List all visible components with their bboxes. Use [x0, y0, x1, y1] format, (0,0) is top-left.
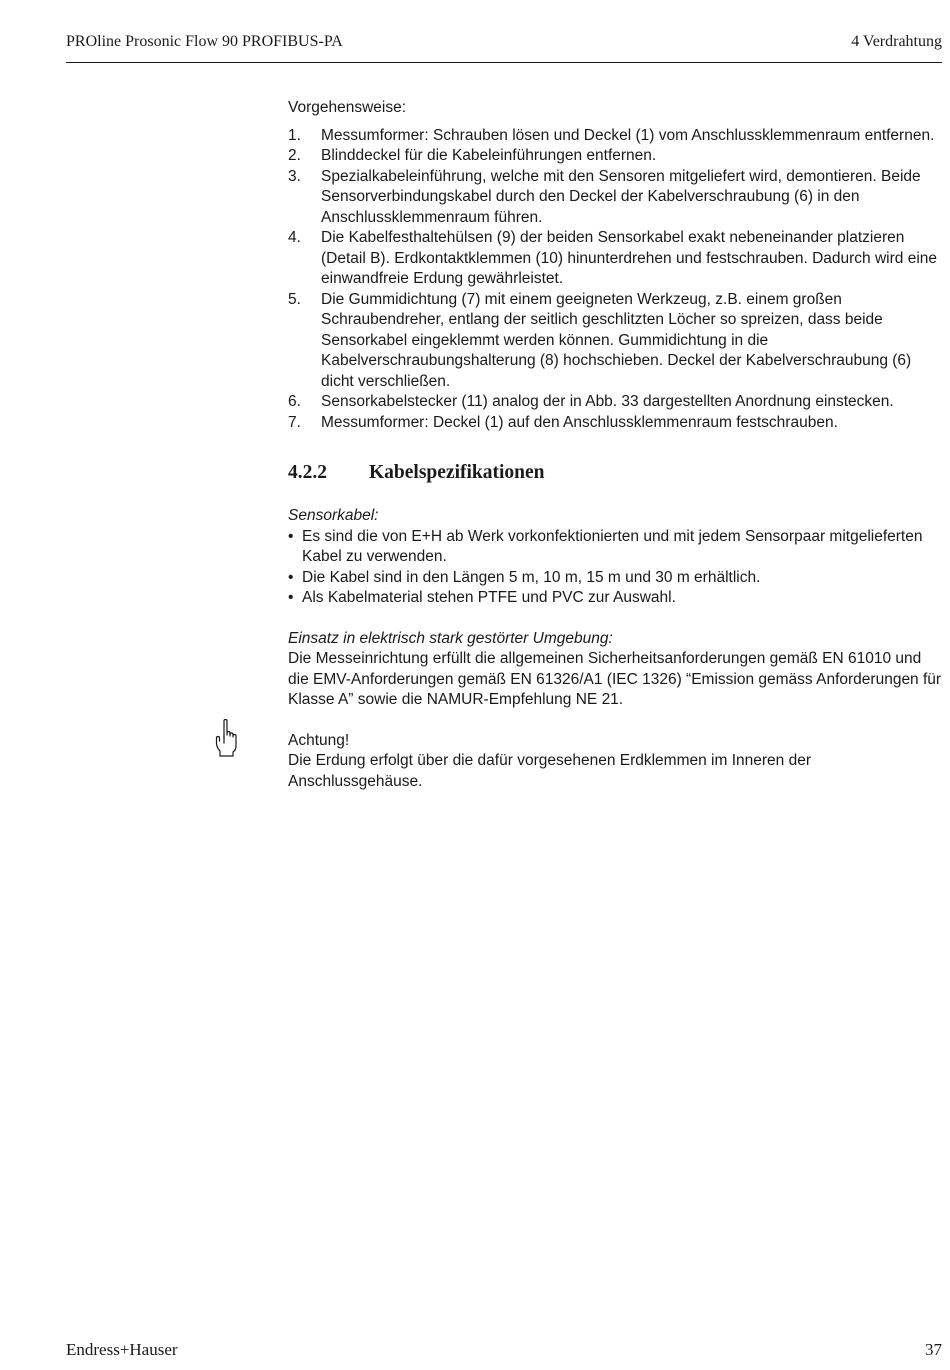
- emv-text: Die Messeinrichtung erfüllt die allgemeinen Sicherheitsanforderungen gemäß EN 61010 und die EMV-Anforderungen gemäß EN 61326/A1 (IEC 1326) “Emission gemäss Anforderungen für Klasse A” sowie die NAMUR-Empfehlung NE 21.: [288, 650, 942, 708]
- step-number: 2.: [288, 147, 301, 164]
- list-item-text: Es sind die von E+H ab Werk vorkonfektionierten und mit jedem Sensorpaar mitgelieferten Kabel zu verwenden.: [302, 527, 923, 565]
- bullet-icon: •: [288, 527, 294, 545]
- step-item: [288, 392, 942, 413]
- step-text: Messumformer: Schrauben lösen und Deckel (1) vom Anschlussklemmenraum entfernen.: [321, 126, 935, 144]
- step-item: [288, 167, 942, 229]
- step-text: Sensorkabelstecker (11) analog der in Abb. 33 dargestellten Anordnung einstecken.: [321, 393, 894, 410]
- sensor-cable-block: [288, 506, 942, 609]
- list-item-text: Als Kabelmaterial stehen PTFE und PVC zur Auswahl.: [302, 589, 676, 606]
- main-content: [288, 98, 942, 792]
- section-title: Kabelspezifikationen: [369, 462, 545, 483]
- step-text: Messumformer: Deckel (1) auf den Anschlussklemmenraum festschrauben.: [321, 413, 838, 431]
- procedure-intro: Vorgehensweise:: [288, 99, 407, 116]
- step-number: 7.: [288, 413, 301, 431]
- section-heading: [288, 460, 942, 486]
- chapter-title: 4 Verdrahtung: [851, 33, 942, 50]
- list-item: [288, 568, 942, 589]
- step-number: 1.: [288, 126, 301, 144]
- bullet-icon: •: [288, 589, 294, 606]
- bullet-icon: •: [288, 568, 294, 586]
- step-number: 4.: [288, 229, 301, 246]
- step-number: 3.: [288, 167, 301, 185]
- list-item-text: Die Kabel sind in den Längen 5 m, 10 m, 15 m und 30 m erhältlich.: [302, 568, 761, 586]
- page-number: 37: [925, 1340, 942, 1359]
- emv-block: [288, 629, 942, 711]
- step-text: Spezialkabeleinführung, welche mit den Sensoren mitgeliefert wird, demontieren. Beide Sensorverbindungskabel durch den Deckel der Kabelverschraubung (6) in den Anschlussklemmenraum führen.: [321, 167, 921, 226]
- step-item: [288, 413, 942, 434]
- step-text: Blinddeckel für die Kabeleinführungen entfernen.: [321, 147, 657, 164]
- step-number: 5.: [288, 290, 301, 308]
- step-text: Die Gummidichtung (7) mit einem geeigneten Werkzeug, z.B. einem großen Schraubendreher, entlang der seitlich geschlitzten Löcher so spreizen, dass beide Sensorkabel eingeklemmt werden können. Gummidichtung in die Kabelverschraubungshalterung (8) hochschieben. Deckel der Kabelverschraubung (6) dicht verschließen.: [321, 290, 912, 390]
- step-item: [288, 146, 942, 167]
- document-title: PROline Prosonic Flow 90 PROFIBUS-PA: [66, 33, 343, 50]
- procedure-steps: [288, 126, 942, 434]
- sensor-cable-heading: Sensorkabel:: [288, 507, 379, 524]
- page-header: [66, 30, 942, 63]
- list-item: [288, 527, 942, 568]
- note-title: Achtung!: [288, 731, 350, 749]
- brand-name: Endress+Hauser: [66, 1340, 178, 1359]
- step-item: [288, 126, 942, 147]
- section-number: 4.2.2: [288, 462, 327, 483]
- caution-note: [288, 731, 942, 793]
- sensor-cable-list: [288, 527, 942, 609]
- note-text: Die Erdung erfolgt über die dafür vorgesehenen Erdklemmen im Inneren der Anschlussgehäuse.: [288, 752, 811, 790]
- list-item: [288, 588, 942, 609]
- step-text: Die Kabelfesthaltehülsen (9) der beiden Sensorkabel exakt nebeneinander platzieren (Detail B). Erdkontaktklemmen (10) hinunterdrehen und festschrauben. Dadurch wird eine einwandfreie Erdung gewährleistet.: [321, 229, 938, 287]
- step-number: 6.: [288, 393, 301, 410]
- emv-heading: Einsatz in elektrisch stark gestörter Umgebung:: [288, 629, 613, 647]
- step-item: [288, 290, 942, 393]
- pointing-hand-icon: [214, 719, 238, 757]
- step-item: [288, 228, 942, 290]
